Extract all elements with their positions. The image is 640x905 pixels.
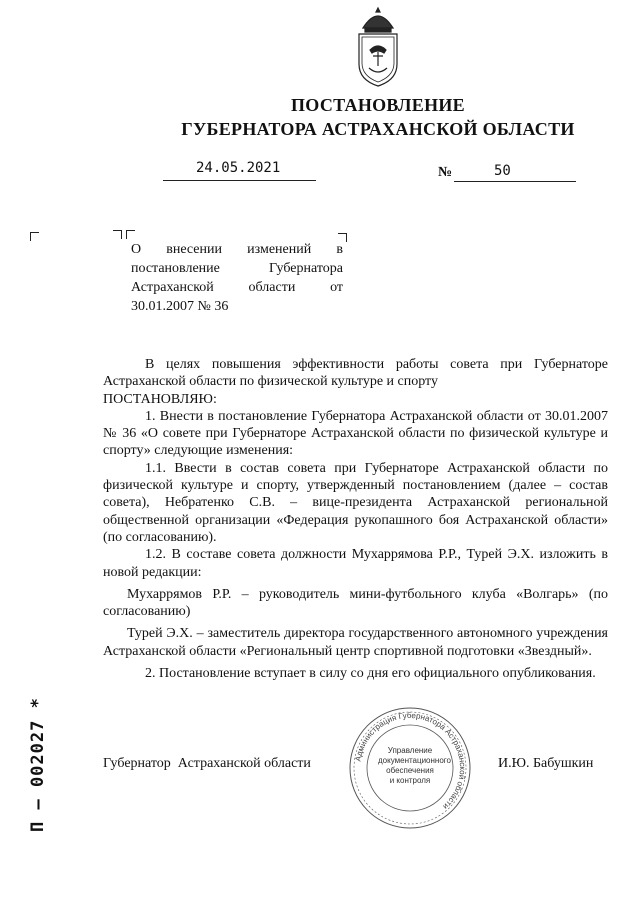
signatory-name: И.Ю. Бабушкин	[498, 756, 594, 771]
signatory-position: Губернатор Астраханской области	[103, 756, 311, 771]
document-date: 24.05.2021	[196, 160, 281, 176]
paragraph-decree: ПОСТАНОВЛЯЮ:	[103, 391, 217, 407]
document-title: ПОСТАНОВЛЕНИЕ	[291, 95, 465, 115]
stamp-line-3: обеспечения	[386, 766, 434, 775]
side-registration-code: П – 002027 *	[28, 697, 48, 832]
subject-bracket-left-outer	[113, 230, 122, 239]
stamp-ring-text: Администрация Губернатора Астраханской области	[353, 710, 468, 812]
date-underline	[163, 180, 316, 181]
coat-of-arms-icon	[353, 6, 403, 88]
paragraph-item-1-1: 1.1. Ввести в состав совета при Губернаторе Астраханской области по физической культуре и спорту, утвержденный постановлением (далее – состав совета), Небратенко С.В. – вице-президента Астраханской региональной общественной организации «Федерация рукопашного боя Астраханской области» (по согласованию).	[103, 460, 608, 545]
stamp-line-1: Управление	[387, 746, 433, 755]
stamp-line-2: документационного	[378, 756, 451, 765]
number-underline	[454, 181, 576, 182]
paragraph-item-1: 1. Внести в постановление Губернатора Астраханской области от 30.01.2007 № 36 «О совете при Губернаторе Астраханской области по физической культуре и спорту» следующие изменения:	[103, 408, 608, 459]
paragraph-member-2: Турей Э.Х. – заместитель директора государственного автономного учреждения Астраханской области «Региональный центр спортивной подготовки «Звездный».	[103, 626, 608, 659]
paragraph-member-1: Мухаррямов Р.Р. – руководитель мини-футбольного клуба «Волгарь» (по согласованию)	[103, 586, 608, 620]
official-stamp	[346, 706, 474, 830]
document-subtitle: ГУБЕРНАТОРА АСТРАХАНСКОЙ ОБЛАСТИ	[181, 119, 575, 139]
margin-corner-mark	[30, 232, 39, 241]
document-subject: О внесении изменений в постановление Губернатора Астраханской области от 30.01.2007 № 36	[131, 242, 343, 314]
stamp-line-4: и контроля	[389, 776, 431, 785]
document-body	[103, 356, 608, 682]
document-number: 50	[494, 163, 511, 179]
paragraph-item-1-2: 1.2. В составе совета должности Мухаррямова Р.Р., Турей Э.Х. изложить в новой редакции:	[103, 547, 608, 580]
subject-bracket-left	[126, 230, 135, 239]
number-sign: №	[438, 165, 453, 180]
paragraph-item-2: 2. Постановление вступает в силу со дня его официального опубликования.	[145, 666, 596, 682]
paragraph-preamble: В целях повышения эффективности работы совета при Губернаторе Астраханской области по физической культуре и спорту	[103, 357, 608, 390]
